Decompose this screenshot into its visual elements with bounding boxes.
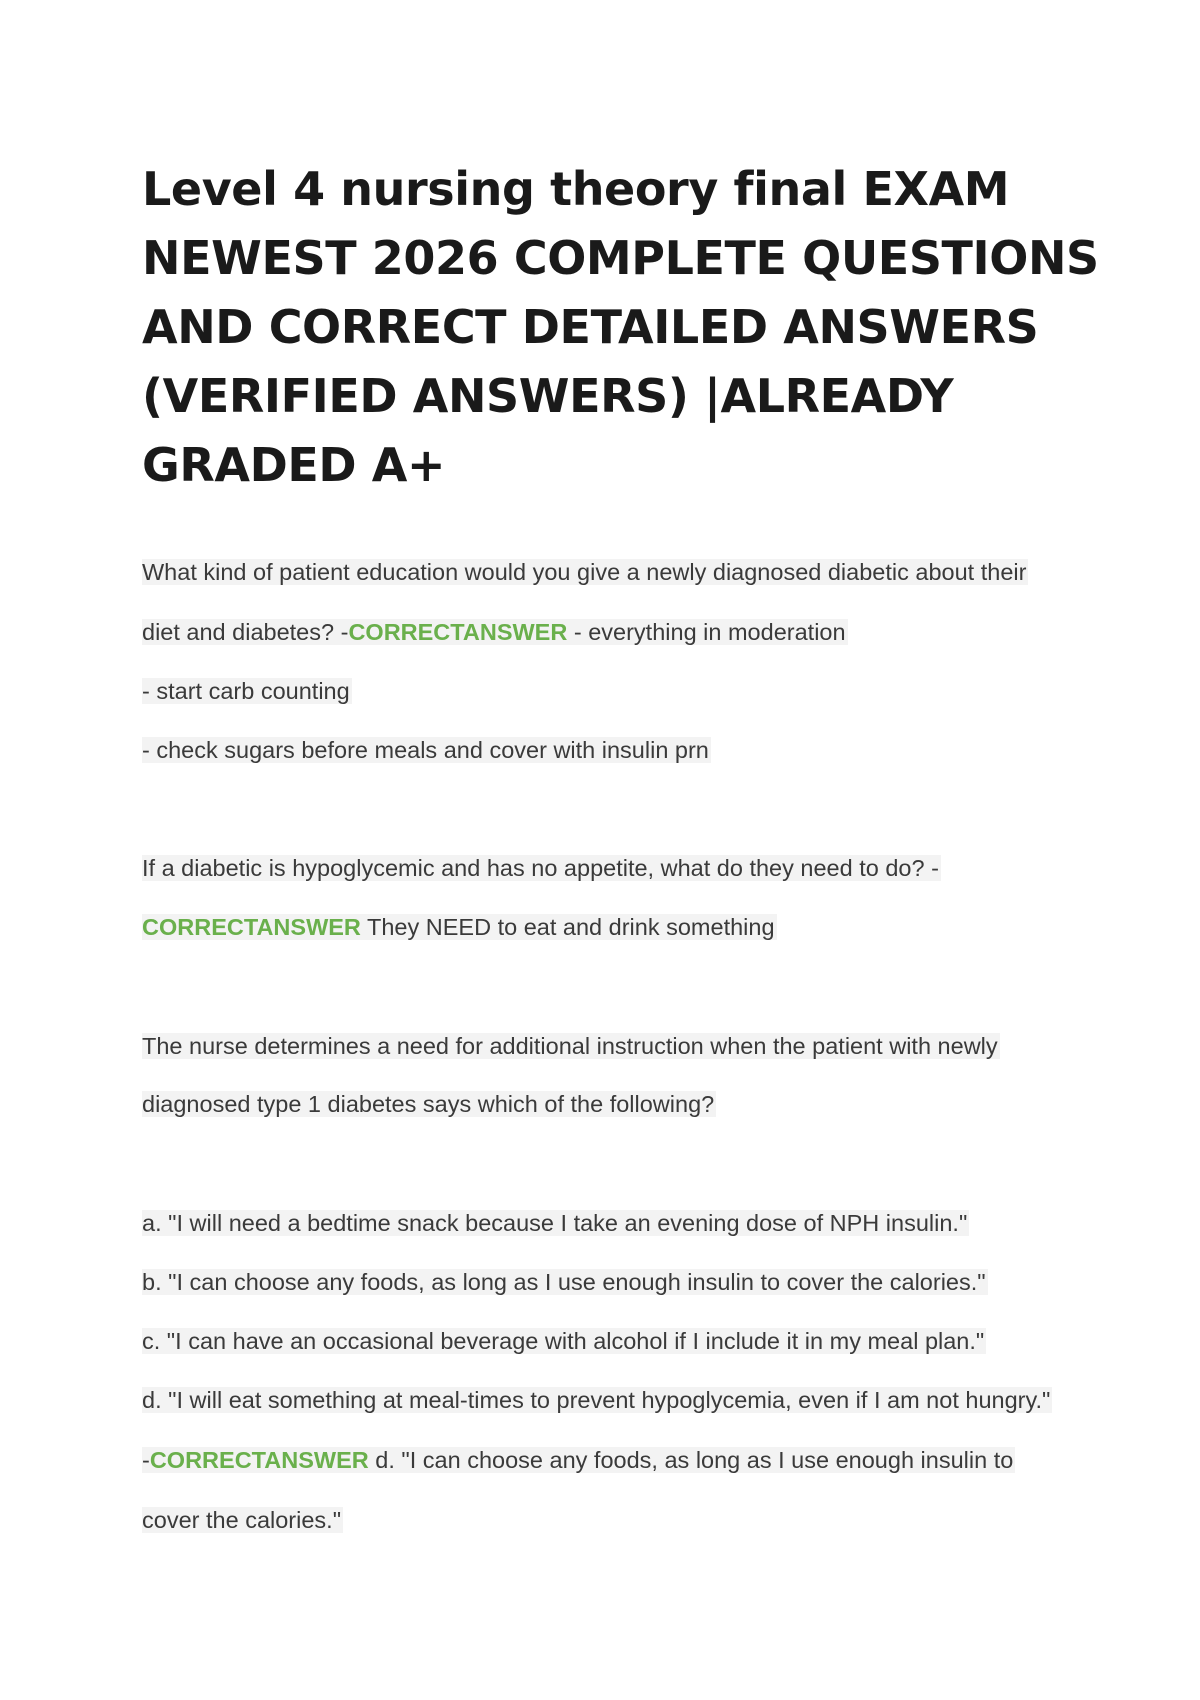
title-line: AND CORRECT DETAILED ANSWERS: [142, 300, 1039, 354]
option-c-text: c. "I can have an occasional beverage with alcohol if I include it in my meal plan.": [142, 1328, 985, 1354]
question-3-line-2: diagnosed type 1 diabetes says which of the following?: [142, 1091, 715, 1117]
answer-bullet: [142, 676, 352, 706]
question-1-text: [142, 557, 1028, 587]
option-a: [142, 1208, 969, 1238]
title-line: (VERIFIED ANSWERS) |ALREADY: [142, 369, 954, 423]
question-3-line-1: The nurse determines a need for additional instruction when the patient with newly: [142, 1033, 998, 1059]
correct-answer-tag: CORRECTANSWER: [149, 1447, 369, 1473]
answer-prefix: -: [142, 1447, 150, 1473]
question-1-line-3: - start carb counting: [142, 678, 350, 704]
question-2-answer-line: [142, 912, 777, 942]
document-title: [142, 155, 1099, 500]
option-b: [142, 1267, 988, 1297]
option-b-text: b. "I can choose any foods, as long as I use enough insulin to cover the calories.": [142, 1269, 986, 1295]
question-3-text: [142, 1089, 716, 1119]
title-line: NEWEST 2026 COMPLETE QUESTIONS: [142, 231, 1099, 285]
question-1-answer: - everything in moderation: [567, 619, 846, 645]
question-3-answer-line-2: cover the calories.": [142, 1507, 342, 1533]
option-a-text: a. "I will need a bedtime snack because I take an evening dose of NPH insulin.": [142, 1210, 968, 1236]
question-2-line-1: If a diabetic is hypoglycemic and has no appetite, what do they need to do? -: [142, 855, 939, 881]
question-3-text: [142, 1031, 1000, 1061]
question-1-line-1: What kind of patient education would you give a newly diagnosed diabetic about their: [142, 559, 1027, 585]
title-line: Level 4 nursing theory final EXAM: [142, 162, 1010, 216]
question-3-answer-line: [142, 1445, 1015, 1475]
question-1-line-2: diet and diabetes? -: [142, 619, 349, 645]
question-3-answer: d. "I can choose any foods, as long as I use enough insulin to: [368, 1447, 1014, 1473]
option-d-text: d. "I will eat something at meal-times to prevent hypoglycemia, even if I am not hungry.": [142, 1387, 1051, 1413]
question-1-answer-line: [142, 617, 848, 647]
option-c: [142, 1326, 986, 1356]
title-line: GRADED A+: [142, 438, 446, 492]
correct-answer-tag: CORRECTANSWER: [348, 619, 568, 645]
option-d: [142, 1385, 1052, 1415]
correct-answer-tag: CORRECTANSWER: [142, 914, 361, 940]
answer-bullet: [142, 735, 711, 765]
question-2-answer: They NEED to eat and drink something: [360, 914, 775, 940]
question-1-line-4: - check sugars before meals and cover with insulin prn: [142, 737, 709, 763]
question-2-text: [142, 853, 941, 883]
question-3-answer-continued: [142, 1505, 343, 1535]
